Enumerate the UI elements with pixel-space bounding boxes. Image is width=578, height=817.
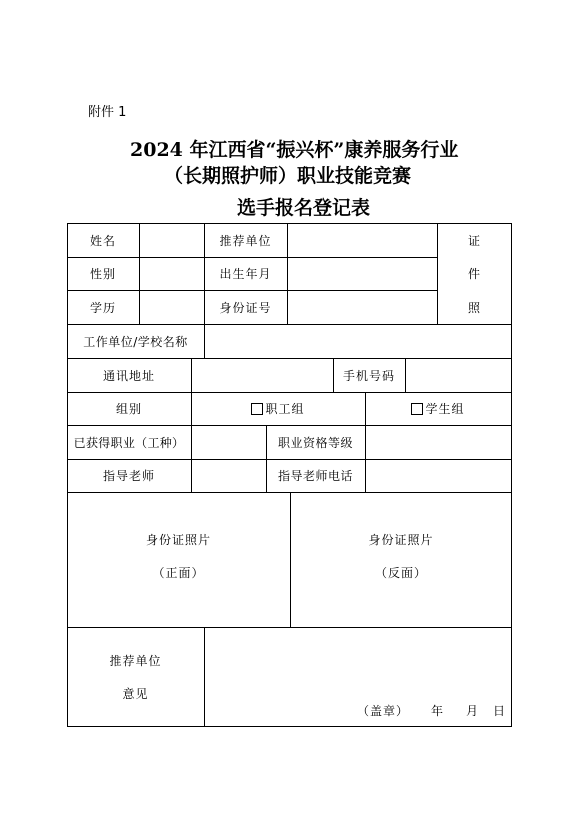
employee-group-label: 职工组 [265, 402, 305, 416]
year-label: 年 [431, 704, 444, 718]
month-label: 月 [466, 704, 479, 718]
employee-group-option[interactable] [191, 392, 365, 425]
id-photo-front-title: 身份证照片 [145, 532, 211, 547]
student-group-label: 学生组 [425, 402, 465, 416]
form-title-line-3: 选手报名登记表 [237, 197, 371, 219]
phone-label: 手机号码 [342, 368, 395, 383]
mentor-field[interactable] [192, 460, 266, 492]
form-title-line-2: （长期照护师）职业技能竞赛 [164, 165, 412, 187]
id-photo-back-side: （反面） [374, 565, 427, 580]
mentor-phone-label: 指导老师电话 [277, 469, 353, 483]
photo-label-char-1: 证 [467, 233, 481, 248]
occupation-label: 已获得职业（工种） [73, 435, 185, 450]
birth-date-field[interactable] [288, 258, 437, 290]
gender-label: 性别 [89, 267, 116, 281]
gender-field[interactable] [140, 258, 204, 290]
qualification-label: 职业资格等级 [277, 435, 353, 450]
address-label: 通讯地址 [102, 368, 155, 383]
name-label: 姓名 [89, 233, 116, 248]
seal-label: （盖章） [357, 704, 410, 718]
mentor-phone-field[interactable] [366, 460, 511, 492]
day-label: 日 [493, 704, 506, 718]
birth-date-label: 出生年月 [219, 267, 272, 281]
student-group-checkbox[interactable] [411, 403, 423, 415]
education-field[interactable] [140, 291, 204, 324]
form-title-line-1: 2024 年江西省“振兴杯”康养服务行业 [130, 139, 459, 161]
recommend-opinion-label [67, 627, 204, 726]
group-label: 组别 [115, 402, 142, 416]
id-number-label: 身份证号 [219, 300, 272, 315]
attachment-label: 附件 1 [88, 105, 127, 120]
opinion-label-line-1: 推荐单位 [109, 653, 162, 668]
education-label: 学历 [89, 300, 116, 315]
id-photo-front-area[interactable] [67, 492, 290, 627]
employee-group-checkbox[interactable] [251, 403, 263, 415]
id-photo-back-title: 身份证照片 [368, 532, 434, 547]
mentor-label: 指导老师 [102, 469, 155, 483]
phone-field[interactable] [406, 359, 511, 392]
student-group-option[interactable] [365, 392, 511, 425]
workplace-label: 工作单位/学校名称 [83, 334, 188, 349]
name-field[interactable] [140, 224, 204, 257]
address-field[interactable] [192, 359, 333, 392]
opinion-label-line-2: 意见 [122, 686, 149, 701]
id-photo-back-area[interactable] [291, 492, 511, 627]
grid-line [67, 726, 512, 727]
recommend-unit-field[interactable] [288, 224, 437, 257]
recommend-unit-label: 推荐单位 [219, 233, 272, 248]
photo-label-char-3: 照 [467, 300, 481, 315]
workplace-field[interactable] [205, 325, 511, 358]
id-photo-front-side: （正面） [152, 565, 205, 580]
id-number-field[interactable] [288, 291, 437, 324]
photo-label-char-2: 件 [467, 267, 481, 281]
qualification-field[interactable] [366, 426, 511, 459]
occupation-field[interactable] [192, 426, 266, 459]
grid-line [511, 223, 512, 727]
